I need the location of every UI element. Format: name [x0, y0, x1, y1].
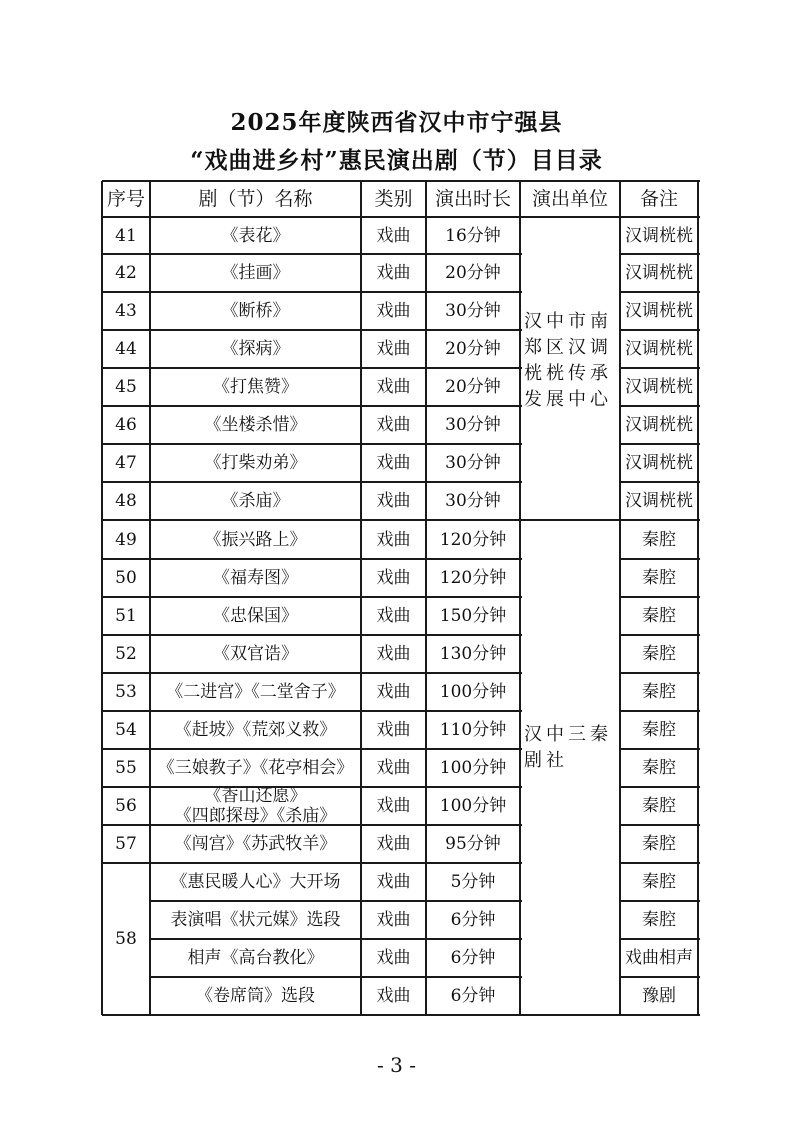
program-name: [150, 292, 361, 330]
program-type: 戏曲: [376, 758, 411, 778]
program-name-line: 相声《高台教化》: [187, 948, 324, 968]
program-note: 秦腔: [642, 872, 676, 892]
program-note: 汉调桄桄: [625, 491, 693, 511]
program-type: 戏曲: [376, 339, 411, 359]
program-name-line: 《探病》: [221, 339, 290, 359]
row-number: 45: [115, 377, 137, 397]
program-name: [150, 863, 361, 901]
program-note: 汉调桄桄: [625, 415, 693, 435]
program-name-line: 《双官诰》: [213, 644, 298, 664]
program-name-line: 《二进宫》《二堂舍子》: [166, 682, 345, 702]
program-name: [150, 825, 361, 863]
program-name-line: 《打焦赞》: [213, 377, 298, 397]
program-note: 汉调桄桄: [625, 453, 693, 473]
program-name: [150, 254, 361, 292]
program-type: 戏曲: [376, 453, 411, 473]
header-no: 序号: [106, 188, 145, 210]
row-number: 54: [115, 720, 137, 740]
program-type: 戏曲: [376, 796, 411, 816]
program-note: 秦腔: [642, 834, 676, 854]
program-duration: 30分钟: [445, 453, 501, 473]
program-name: [150, 673, 361, 711]
program-note: 戏曲相声: [625, 948, 693, 968]
header-unit: 演出单位: [531, 188, 608, 210]
header-name: 剧（节）名称: [198, 188, 313, 210]
row-number: 55: [115, 758, 137, 778]
program-type: 戏曲: [376, 225, 411, 246]
program-name-line: 《表花》: [221, 225, 290, 246]
program-type: 戏曲: [376, 948, 411, 968]
program-note: 秦腔: [642, 606, 676, 626]
program-name: [150, 330, 361, 368]
program-name-line: 《三娘教子》《花亭相会》: [157, 758, 354, 778]
program-duration: 20分钟: [445, 377, 501, 397]
program-duration: 130分钟: [439, 644, 507, 664]
program-name-line: 《坐楼杀惜》: [204, 415, 307, 435]
program-type: 戏曲: [376, 720, 411, 740]
program-duration: 100分钟: [439, 796, 507, 816]
program-type: 戏曲: [376, 644, 411, 664]
program-note: 秦腔: [642, 682, 676, 702]
program-type: 戏曲: [376, 910, 411, 930]
row-number: 50: [115, 568, 137, 588]
program-name: [150, 635, 361, 673]
program-type: 戏曲: [376, 986, 411, 1006]
page-number: - 3 -: [377, 1053, 416, 1077]
program-duration: 100分钟: [439, 682, 507, 702]
program-name: [150, 368, 361, 406]
program-duration: 6分钟: [450, 986, 496, 1006]
row-number: 48: [115, 491, 137, 511]
program-name-line: 《香山还愿》: [204, 786, 307, 806]
program-type: 戏曲: [376, 491, 411, 511]
program-type: 戏曲: [376, 263, 411, 283]
program-name-line: 《四郎探母》《杀庙》: [174, 806, 337, 826]
row-number: 51: [115, 606, 137, 626]
program-duration: 20分钟: [445, 263, 501, 283]
program-duration: 150分钟: [439, 606, 507, 626]
program-duration: 110分钟: [439, 720, 507, 740]
program-type: 戏曲: [376, 834, 411, 854]
program-name-line: 《惠民暖人心》大开场: [170, 872, 341, 892]
document-title-line1: 2025年度陕西省汉中市宁强县: [230, 109, 563, 136]
program-duration: 6分钟: [450, 910, 496, 930]
header-note: 备注: [639, 188, 678, 210]
header-type: 类别: [374, 188, 413, 210]
program-name-line: 《福寿图》: [213, 568, 298, 588]
program-type: 戏曲: [376, 301, 411, 321]
program-name: [150, 711, 361, 749]
program-duration: 16分钟: [445, 225, 501, 246]
performing-unit: 汉中三秦剧社: [524, 723, 612, 771]
row-number: 43: [115, 301, 137, 321]
row-number: 52: [115, 644, 137, 664]
program-note: 秦腔: [642, 720, 676, 740]
program-type: 戏曲: [376, 377, 411, 397]
program-name: [150, 939, 361, 977]
program-note: 秦腔: [642, 796, 676, 816]
program-note: 秦腔: [642, 758, 676, 778]
program-table: [102, 181, 698, 1015]
row-number: 47: [115, 453, 137, 473]
program-name: [150, 482, 361, 520]
program-name-line: 《赶坡》《荒郊义救》: [174, 720, 337, 740]
program-duration: 120分钟: [439, 529, 507, 550]
row-number: 46: [115, 415, 137, 435]
program-type: 戏曲: [376, 872, 411, 892]
row-number: 44: [115, 339, 137, 359]
program-name: [150, 444, 361, 482]
row-number: 57: [115, 834, 137, 854]
program-type: 戏曲: [376, 529, 411, 550]
program-note: 秦腔: [642, 644, 676, 664]
program-note: 豫剧: [642, 986, 676, 1006]
program-name: [150, 749, 361, 787]
row-number: 53: [115, 682, 137, 702]
program-name: [150, 559, 361, 597]
program-name-line: 《卷席筒》选段: [196, 986, 315, 1006]
program-name-line: 《挂画》: [221, 263, 290, 283]
program-type: 戏曲: [376, 682, 411, 702]
program-name-line: 《断桥》: [221, 301, 290, 321]
program-name-line: 《振兴路上》: [204, 529, 307, 550]
program-note: 秦腔: [642, 910, 676, 930]
program-name: [150, 901, 361, 939]
program-note: 汉调桄桄: [625, 263, 693, 283]
program-note: 汉调桄桄: [625, 301, 693, 321]
performing-unit: 汉中市南郑区汉调桄桄传承发展中心: [524, 310, 612, 410]
program-duration: 30分钟: [445, 415, 501, 435]
program-name: [150, 977, 361, 1015]
row-number: 41: [115, 225, 137, 246]
program-duration: 5分钟: [450, 872, 496, 892]
program-note: 汉调桄桄: [625, 377, 693, 397]
row-number-merged: 58: [115, 929, 137, 949]
program-duration: 120分钟: [439, 568, 507, 588]
header-duration: 演出时长: [434, 188, 511, 210]
program-note: 汉调桄桄: [625, 339, 693, 359]
program-name-line: 《打柴劝弟》: [204, 453, 307, 473]
program-duration: 100分钟: [439, 758, 507, 778]
row-number: 49: [115, 529, 137, 550]
program-type: 戏曲: [376, 415, 411, 435]
program-name-line: 表演唱《状元媒》选段: [170, 910, 341, 930]
program-name: [150, 787, 361, 825]
program-name: [150, 406, 361, 444]
program-duration: 95分钟: [445, 834, 501, 854]
program-name-line: 《忠保国》: [213, 606, 298, 626]
program-name: [150, 217, 361, 254]
program-duration: 30分钟: [445, 301, 501, 321]
program-note: 汉调桄桄: [625, 225, 693, 246]
document-title-line2: “戏曲进乡村”惠民演出剧（节）目目录: [190, 147, 603, 174]
program-duration: 20分钟: [445, 339, 501, 359]
row-number: 56: [115, 796, 137, 816]
program-name: [150, 597, 361, 635]
program-note: 秦腔: [642, 568, 676, 588]
program-name-line: 《杀庙》: [221, 491, 290, 511]
program-duration: 30分钟: [445, 491, 501, 511]
program-duration: 6分钟: [450, 948, 496, 968]
program-type: 戏曲: [376, 606, 411, 626]
program-name: [150, 520, 361, 559]
program-name-line: 《闯宫》《苏武牧羊》: [174, 834, 337, 854]
program-type: 戏曲: [376, 568, 411, 588]
row-number: 42: [115, 263, 137, 283]
program-note: 秦腔: [642, 529, 676, 550]
